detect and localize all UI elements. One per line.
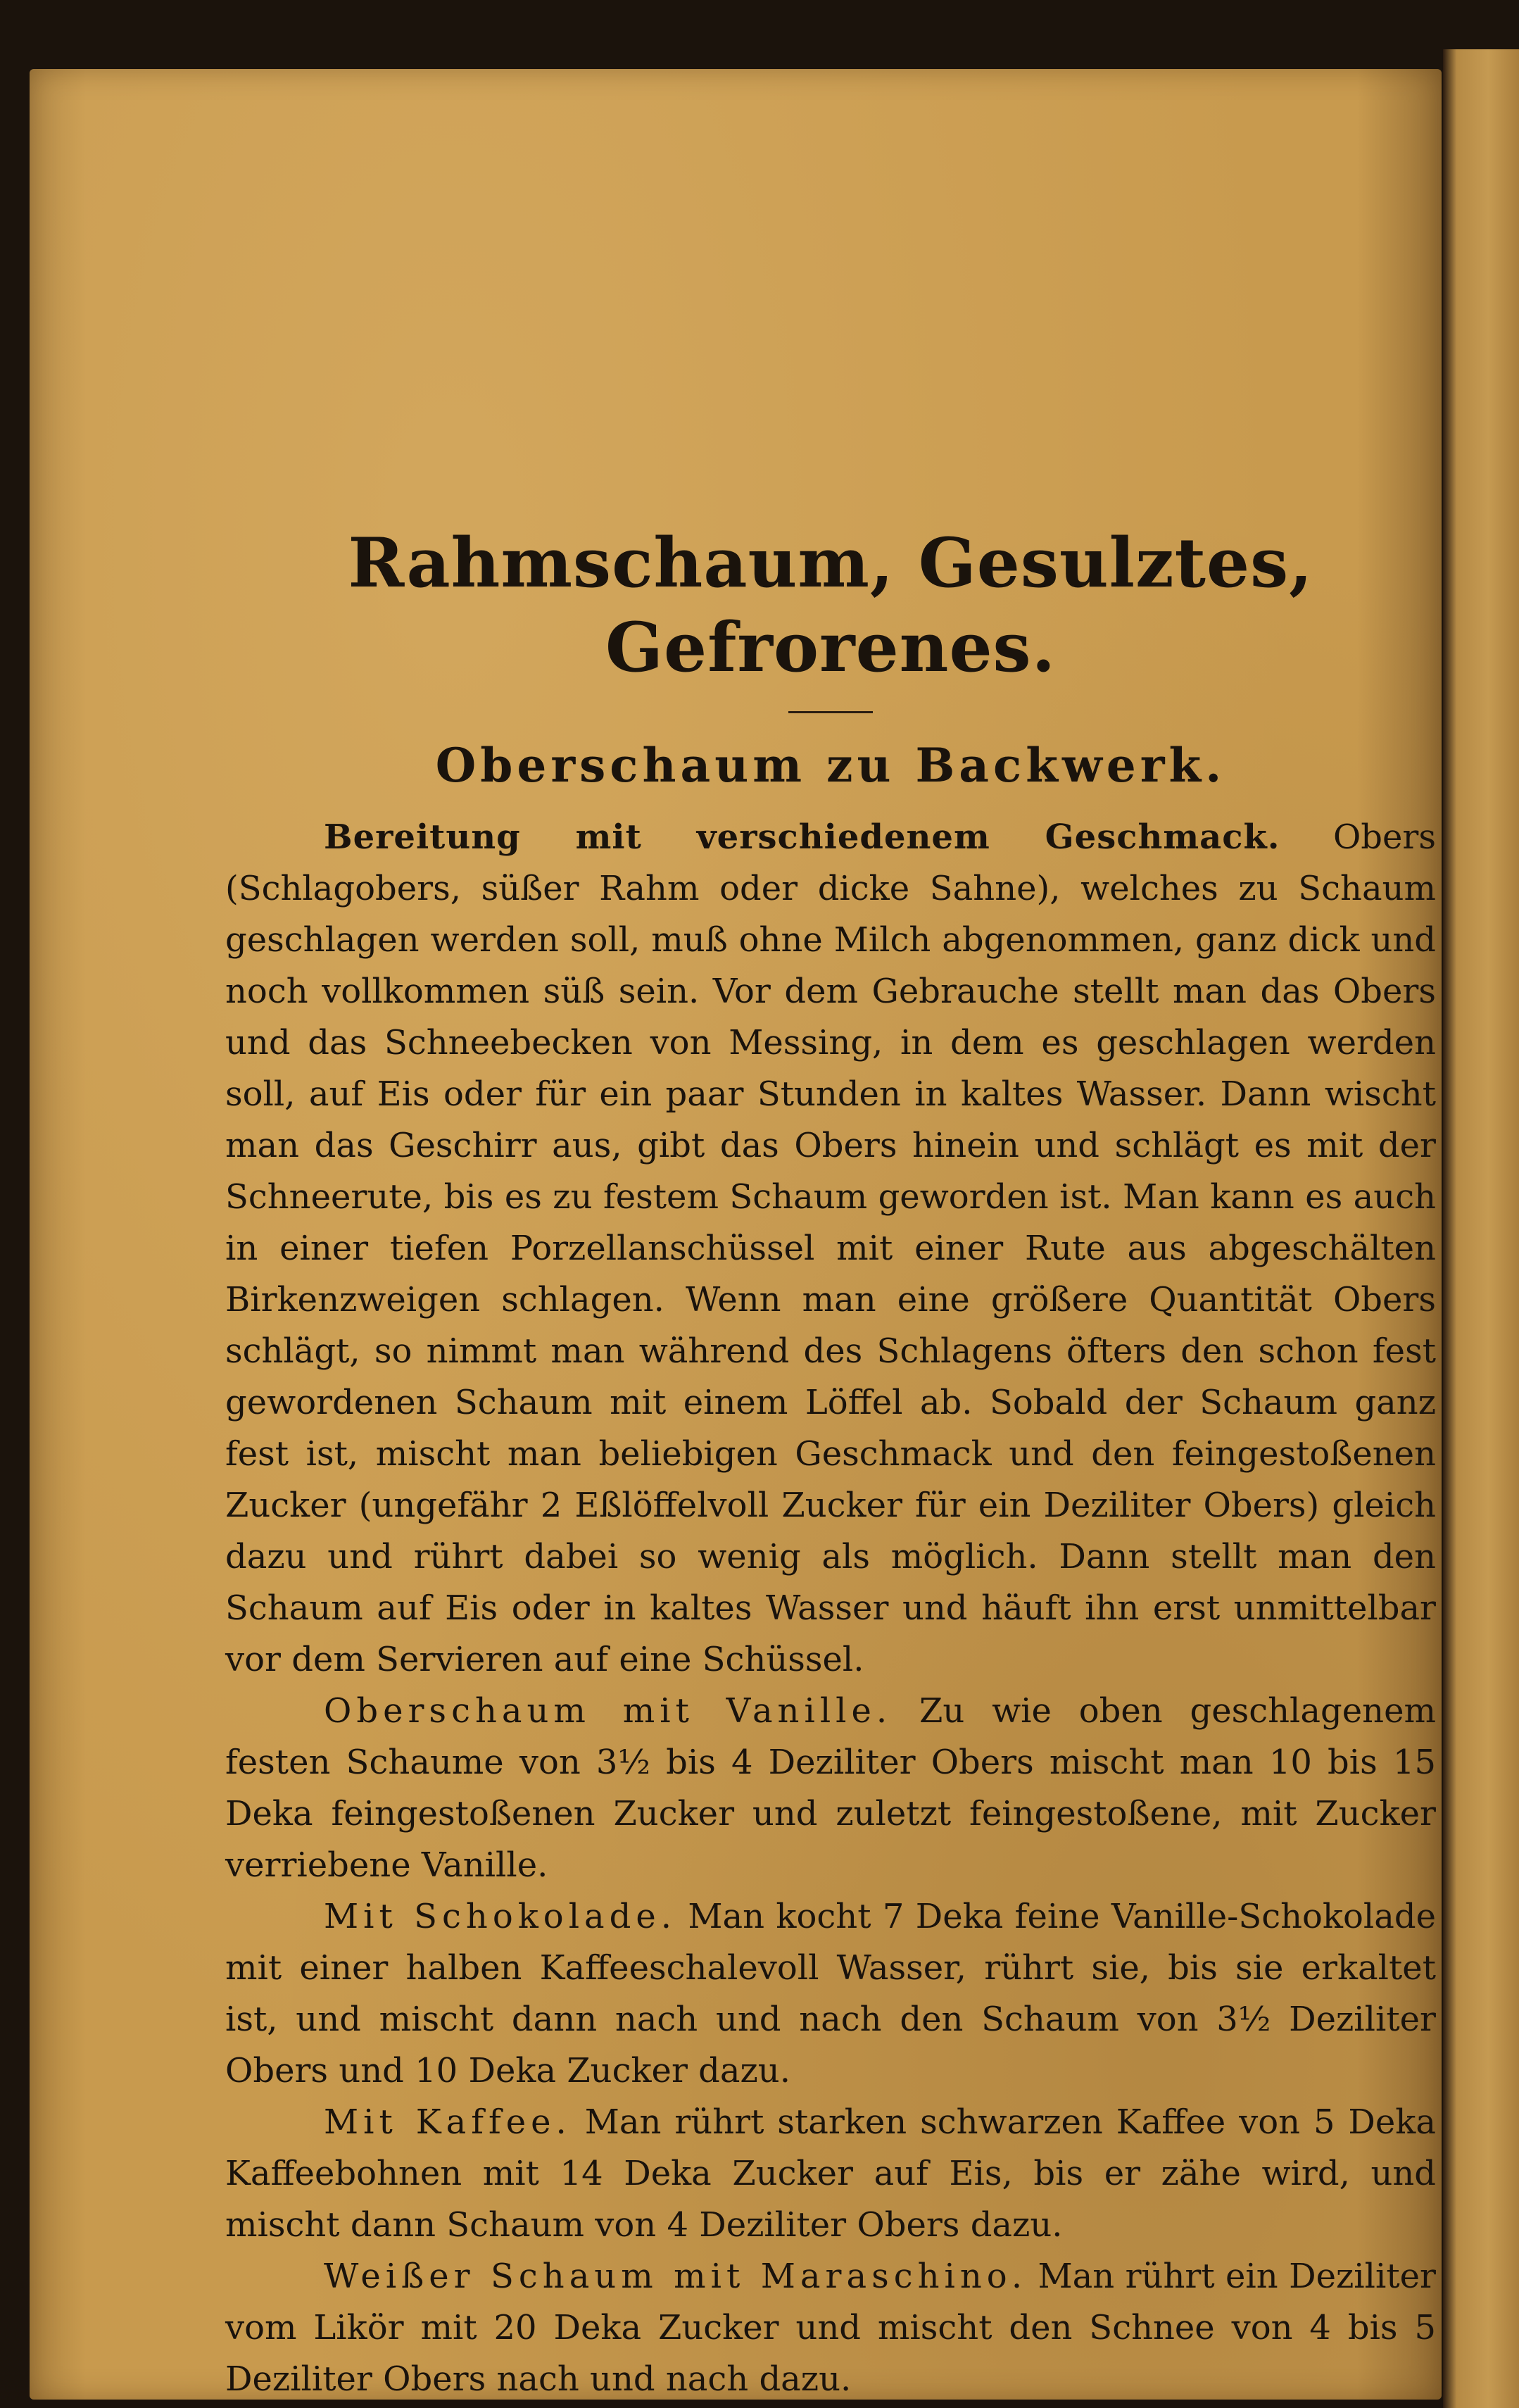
paragraph-lead: Mit Schokolade. bbox=[324, 1897, 677, 1936]
adjacent-page-edge bbox=[1443, 49, 1519, 2408]
paragraph-lead: Mit Kaffee. bbox=[324, 2102, 572, 2142]
paragraph-text: Zu wie oben geschlagenem festen Schaume von 3½ bis 4 Deziliter Obers mischt man 10 bis 15 Deka feingestoßenen Zucker und zuletzt feingestoßene, mit Zucker verriebene Vanille. bbox=[225, 1691, 1436, 1885]
paragraph-text: Man rührt starken schwarzen Kaffee von 5 Deka Kaffeebohnen mit 14 Deka Zucker auf Eis, bis er zähe wird, und mischt dann Schaum von 4 Deziliter Obers dazu. bbox=[225, 2102, 1437, 2245]
chapter-title: Rahmschaum, Gesulztes, Gefrorenes. bbox=[348, 523, 1313, 687]
section-title: Oberschaum zu Backwerk. bbox=[435, 738, 1226, 793]
paragraph-text: Man rührt ein Deziliter vom Likör mit 20 Deka Zucker und mischt den Schnee von 4 bis 5 Deziliter Obers nach und nach dazu. bbox=[225, 2257, 1436, 2399]
paragraph-vanilla bbox=[225, 1686, 1436, 1891]
paragraph-lead: Weißer Schaum mit Maraschino. bbox=[324, 2257, 1028, 2296]
paragraph-chocolate bbox=[225, 1891, 1436, 2097]
paragraph-maraschino bbox=[225, 2251, 1436, 2405]
title-divider bbox=[788, 711, 873, 713]
paragraph-lead: Bereitung mit verschiedenem Geschmack. bbox=[324, 817, 1280, 857]
paragraph-text: Man kocht 7 Deka feine Vanille-Schokolade mit einer halben Kaffeeschalevoll Wasser, rührt sie, bis sie erkaltet ist, und mischt dann nach und nach den Schaum von 3½ Deziliter Obers und 10 Deka Zucker dazu. bbox=[225, 1897, 1437, 2090]
paragraph-lead: Oberschaum mit Vanille. bbox=[324, 1691, 893, 1731]
paragraph-text: Obers (Schlagobers, süßer Rahm oder dicke Sahne), welches zu Schaum geschlagen werden soll, muß ohne Milch abgenommen, ganz dick und noch vollkommen süß sein. Vor dem Gebrauche stellt man das Obers und das Schneebecken von Messing, in dem es geschlagen werden soll, auf Eis oder für ein paar Stunden in kaltes Wasser. Dann wischt man das Geschirr aus, gibt das Obers hinein und schlägt es mit der Schneerute, bis es zu festem Schaum geworden ist. Man kann es auch in einer tiefen Porzellanschüssel mit einer Rute aus abgeschälten Birkenzweigen schlagen. Wenn man eine größere Quantität Obers schlägt, so nimmt man während des Schlagens öfters den schon fest gewordenen Schaum mit einem Löffel ab. Sobald der Schaum ganz fest ist, mischt man beliebigen Geschmack und den feingestoßenen Zucker (ungefähr 2 Eßlöffelvoll Zucker für ein Deziliter Obers) gleich dazu und rührt dabei so wenig als möglich. Dann stellt man den Schaum auf Eis oder in kaltes Wasser und häuft ihn erst unmittelbar vor dem Servieren auf eine Schüssel. bbox=[225, 817, 1436, 1679]
page-content bbox=[225, 521, 1436, 2405]
paragraph-coffee bbox=[225, 2097, 1436, 2251]
paragraph-preparation bbox=[225, 812, 1436, 1686]
